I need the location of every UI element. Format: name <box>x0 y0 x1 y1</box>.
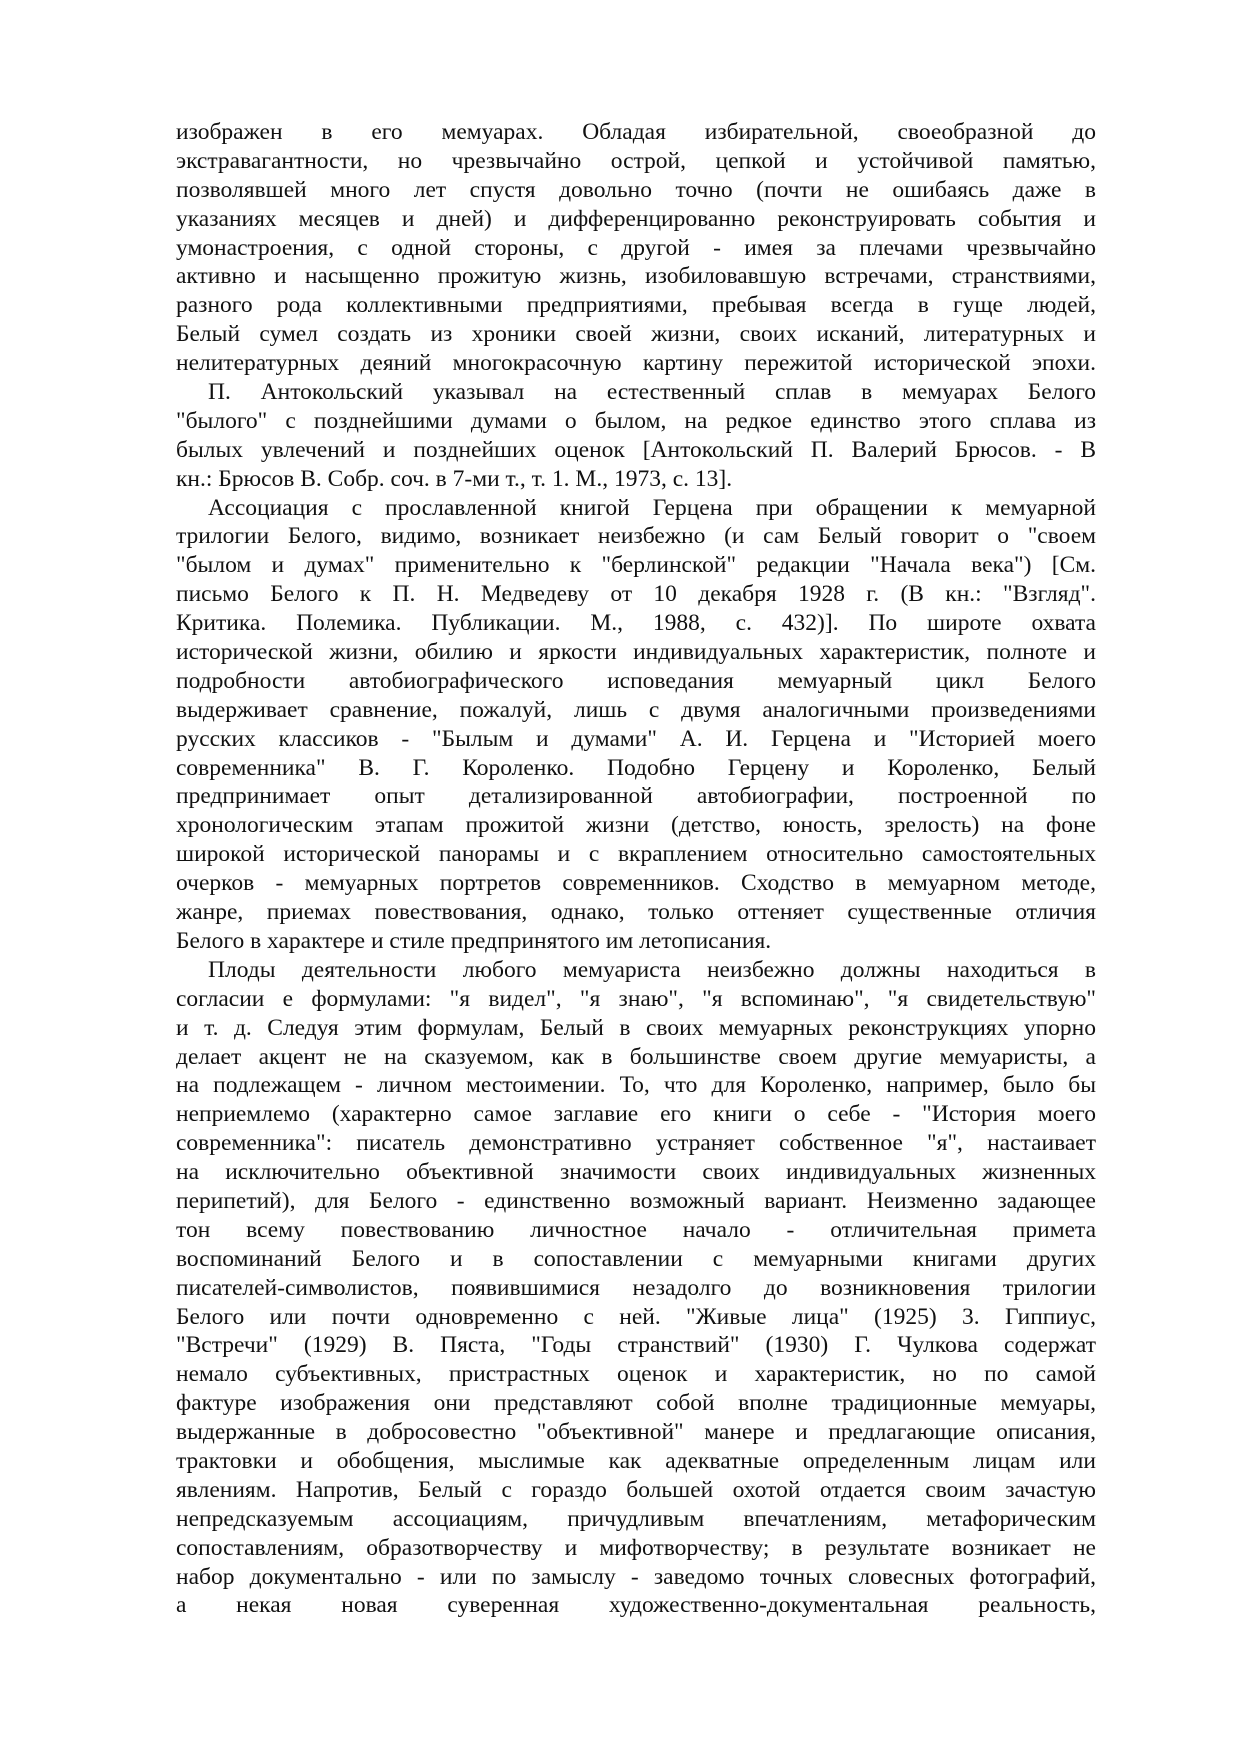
text-line: неприемлемо (характерно самое заглавие его книги о себе - "История моего <box>176 1101 1096 1128</box>
text-line: очерков - мемуарных портретов современников. Сходство в мемуарном методе, <box>176 870 1096 897</box>
text-line: тон всему повествованию личностное начало - отличительная примета <box>176 1216 1096 1243</box>
text-line: былых увлечений и позднейших оценок [Антокольский П. Валерий Брюсов. - В <box>176 436 1096 463</box>
text-line: современника": писатель демонстративно устраняет собственное "я", настаивает <box>176 1130 1096 1157</box>
text-line: исторической жизни, обилию и яркости индивидуальных характеристик, полноте и <box>176 639 1096 666</box>
text-line: активно и насыщенно прожитую жизнь, изобиловавшую встречами, странствиями, <box>176 263 1096 290</box>
text-line: согласии е формулами: "я видел", "я знаю", "я вспоминаю", "я свидетельствую" <box>176 985 1096 1012</box>
text-line: перипетий), для Белого - единственно возможный вариант. Неизменно задающее <box>176 1187 1096 1214</box>
text-line: трилогии Белого, видимо, возникает неизбежно (и сам Белый говорит о "своем <box>176 523 1096 550</box>
text-line: предпринимает опыт детализированной автобиографии, построенной по <box>176 783 1096 810</box>
text-line: разного рода коллективными предприятиями, пребывая всегда в гуще людей, <box>176 292 1096 319</box>
text-line: выдержанные в добросовестно "объективной" манере и предлагающие описания, <box>176 1419 1096 1446</box>
text-line: трактовки и обобщения, мыслимые как адекватные определенным лицам или <box>176 1447 1096 1474</box>
text-line: широкой исторической панорамы и с вкраплением относительно самостоятельных <box>176 841 1096 868</box>
text-line: писателей-символистов, появившимися незадолго до возникновения трилогии <box>176 1274 1096 1301</box>
text-line: подробности автобиографического исповедания мемуарный цикл Белого <box>176 667 1096 694</box>
text-line: на исключительно объективной значимости своих индивидуальных жизненных <box>176 1159 1096 1186</box>
text-line: экстравагантности, но чрезвычайно острой, цепкой и устойчивой памятью, <box>176 147 1096 174</box>
text-line: позволявшей много лет спустя довольно точно (почти не ошибаясь даже в <box>176 176 1096 203</box>
text-line: и т. д. Следуя этим формулам, Белый в своих мемуарных реконструкциях упорно <box>176 1014 1096 1041</box>
text-line: Критика. Полемика. Публикации. М., 1988, с. 432)]. По широте охвата <box>176 610 1096 637</box>
text-line: русских классиков - "Былым и думами" А. И. Герцена и "Историей моего <box>176 725 1096 752</box>
text-line: Белого или почти одновременно с ней. "Живые лица" (1925) 3. Гиппиус, <box>176 1303 1096 1330</box>
text-line: умонастроения, с одной стороны, с другой - имея за плечами чрезвычайно <box>176 234 1096 261</box>
text-line: на подлежащем - личном местоимении. То, что для Короленко, например, было бы <box>176 1072 1096 1099</box>
text-line: современника" В. Г. Короленко. Подобно Герцену и Короленко, Белый <box>176 754 1096 781</box>
paragraph-start-line: Плоды деятельности любого мемуариста неизбежно должны находиться в <box>208 956 1096 983</box>
text-line: непредсказуемым ассоциациям, причудливым впечатлениям, метафорическим <box>176 1505 1096 1532</box>
text-line: сопоставлениям, образотворчеству и мифотворчеству; в результате возникает не <box>176 1534 1096 1561</box>
text-line: а некая новая суверенная художественно-документальная реальность, <box>176 1592 1096 1619</box>
text-line: "былом и думах" применительно к "берлинской" редакции "Начала века") [См. <box>176 552 1096 579</box>
text-line: хронологическим этапам прожитой жизни (детство, юность, зрелость) на фоне <box>176 812 1096 839</box>
paragraph-start-line: П. Антокольский указывал на естественный сплав в мемуарах Белого <box>208 379 1096 406</box>
text-line: письмо Белого к П. Н. Медведеву от 10 декабря 1928 г. (В кн.: "Взгляд". <box>176 581 1096 608</box>
text-line: делает акцент не на сказуемом, как в большинстве своем другие мемуаристы, а <box>176 1043 1096 1070</box>
text-line: фактуре изображения они представляют собой вполне традиционные мемуары, <box>176 1390 1096 1417</box>
text-line: явлениям. Напротив, Белый с гораздо большей охотой отдается своим зачастую <box>176 1476 1096 1503</box>
text-line: Белый сумел создать из хроники своей жизни, своих исканий, литературных и <box>176 321 1096 348</box>
text-line: изображен в его мемуарах. Обладая избирательной, своеобразной до <box>176 119 1096 145</box>
text-line: "былого" с позднейшими думами о былом, на редкое единство этого сплава из <box>176 407 1096 434</box>
text-line: кн.: Брюсов В. Собр. соч. в 7-ми т., т. 1. М., 1973, с. 13]. <box>176 465 733 492</box>
text-line: немало субъективных, пристрастных оценок и характеристик, но по самой <box>176 1361 1096 1388</box>
paragraph-start-line: Ассоциация с прославленной книгой Герцена при обращении к мемуарной <box>208 494 1096 521</box>
text-line: Белого в характере и стиле предпринятого им летописания. <box>176 927 772 954</box>
text-line: набор документально - или по замыслу - заведомо точных словесных фотографий, <box>176 1563 1096 1590</box>
body-text <box>176 118 1096 1620</box>
text-line: "Встречи" (1929) В. Пяста, "Годы странствий" (1930) Г. Чулкова содержат <box>176 1332 1096 1359</box>
text-line: воспоминаний Белого и в сопоставлении с мемуарными книгами других <box>176 1245 1096 1272</box>
text-line: жанре, приемах повествования, однако, только оттеняет существенные отличия <box>176 899 1096 926</box>
text-line: указаниях месяцев и дней) и дифференцированно реконструировать события и <box>176 205 1096 232</box>
text-line: выдерживает сравнение, пожалуй, лишь с двумя аналогичными произведениями <box>176 696 1096 723</box>
text-line: нелитературных деяний многокрасочную картину пережитой исторической эпохи. <box>176 350 1096 377</box>
